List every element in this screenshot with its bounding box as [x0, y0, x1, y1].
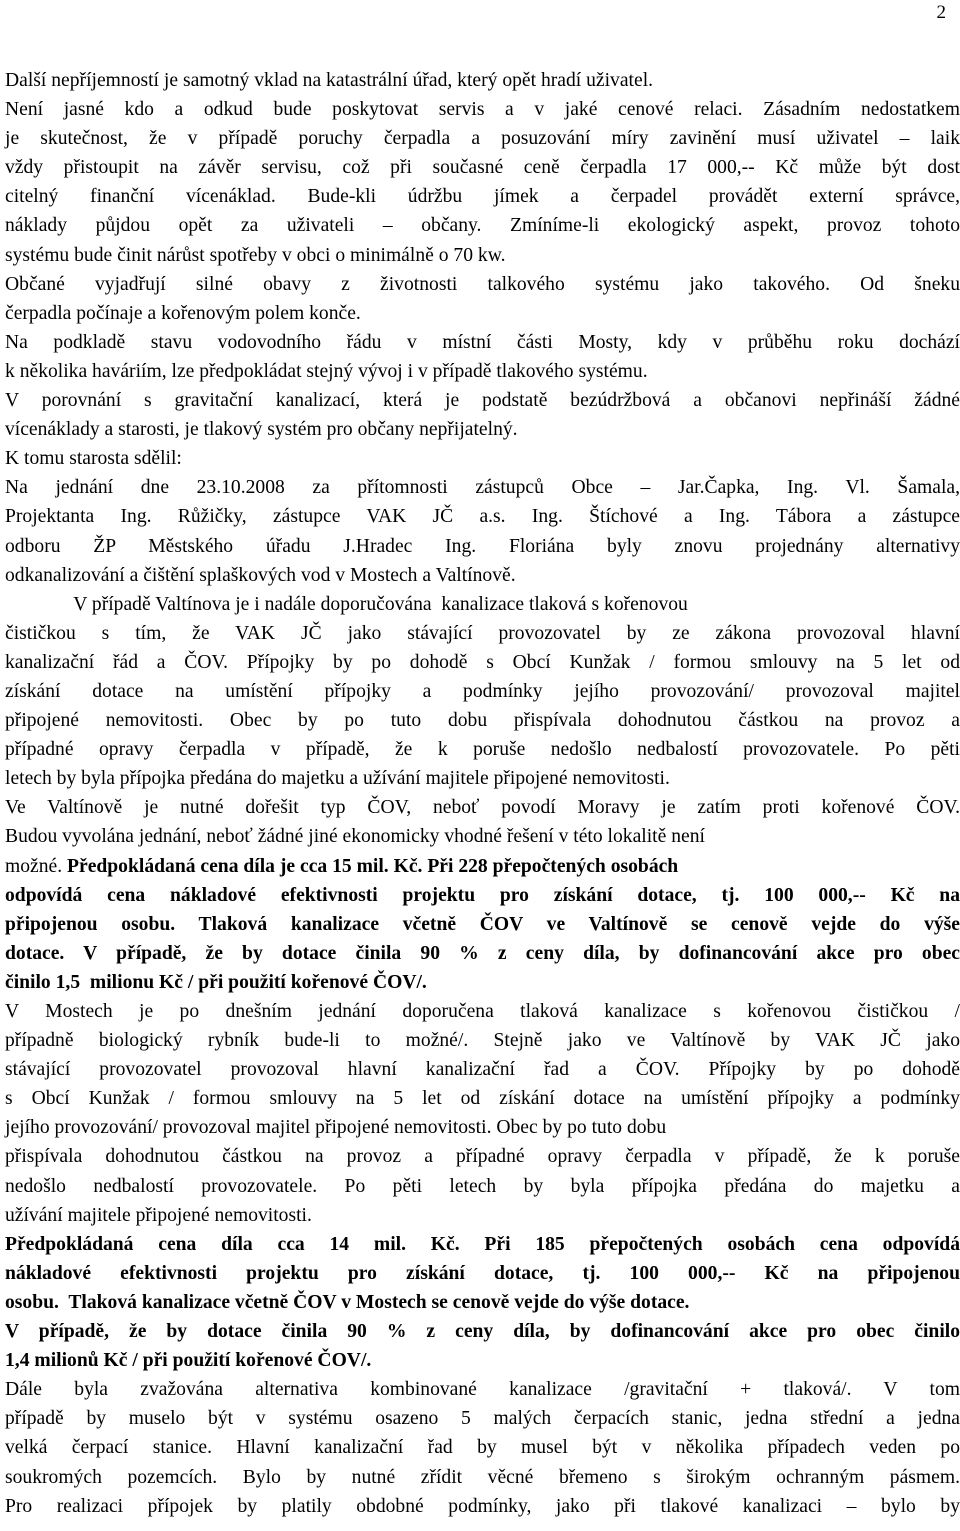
text-line: [5, 1463, 960, 1492]
text-segment: případně biologický rybník bude-li to možné/. Stejně jako ve Valtínově by VAK JČ jako: [5, 1030, 960, 1052]
text-line: [5, 241, 960, 270]
text-line: [5, 1259, 960, 1288]
text-segment: stávající provozovatel provozoval hlavní kanalizační řad a ČOV. Přípojky by po dohodě: [5, 1059, 960, 1081]
text-segment: systému bude činit nárůst spotřeby v obci o minimálně o 70 kw.: [5, 244, 506, 266]
text-segment: užívání majitele připojené nemovitosti.: [5, 1204, 312, 1226]
text-line: [5, 1201, 960, 1230]
text-line: [5, 444, 960, 473]
text-line: [5, 648, 960, 677]
text-line: [5, 561, 960, 590]
text-segment: Není jasné kdo a odkud bude poskytovat servis a v jaké cenové relaci. Zásadním nedostatkem: [5, 99, 960, 121]
text-line: [5, 1084, 960, 1113]
bold-text: dotace. V případě, že by dotace činila 90 % z ceny díla, by dofinancování akce pro obec: [5, 942, 960, 964]
text-line: [5, 532, 960, 561]
text-segment: Projektanta Ing. Růžičky, zástupce VAK JČ a.s. Ing. Štíchové a Ing. Tábora a zástupce: [5, 506, 960, 528]
text-line: [5, 124, 960, 153]
text-line: [5, 1346, 960, 1375]
text-line: [5, 1230, 960, 1259]
text-line: [5, 357, 960, 386]
text-line: [5, 910, 960, 939]
text-line: [5, 852, 960, 881]
text-line: [5, 822, 960, 851]
text-line: [5, 968, 960, 997]
text-segment: Budou vyvolána jednání, neboť žádné jiné ekonomicky vhodné řešení v této lokalitě není: [5, 826, 705, 848]
text-segment: K tomu starosta sdělil:: [5, 448, 182, 470]
bold-text: činilo 1,5 milionu Kč / při použití kořenové ČOV/.: [5, 971, 427, 993]
text-segment: odboru ŽP Městského úřadu J.Hradec Ing. Floriána byly znovu projednány alternativy: [5, 535, 960, 557]
text-line: [5, 1404, 960, 1433]
text-line: [5, 1055, 960, 1084]
text-segment: jejího provozování/ provozoval majitel připojené nemovitosti. Obec by po tuto dobu: [5, 1117, 667, 1139]
text-segment: soukromých pozemcích. Bylo by nutné zřídit věcné břemeno s širokým ochranným pásmem.: [5, 1466, 960, 1488]
text-segment: V porovnání s gravitační kanalizací, která je podstatě bezúdržbová a občanovi nepřináší žádné: [5, 390, 960, 412]
text-line: [5, 386, 960, 415]
text-segment: Na podkladě stavu vodovodního řádu v místní části Mosty, kdy v průběhu roku dochází: [5, 331, 960, 353]
text-line: [5, 1026, 960, 1055]
text-segment: velká čerpací stanice. Hlavní kanalizační řad by musel být v několika případech veden po: [5, 1437, 960, 1459]
text-segment: Na jednání dne 23.10.2008 za přítomnosti zástupců Obce – Jar.Čapka, Ing. Vl. Šamala,: [5, 477, 960, 499]
text-line: [5, 619, 960, 648]
text-line: [5, 1172, 960, 1201]
text-segment: V Mostech je po dnešním jednání doporučena tlaková kanalizace s kořenovou čističkou /: [5, 1001, 960, 1022]
text-line: [5, 997, 960, 1026]
text-segment: čističkou s tím, že VAK JČ jako stávající provozovatel by ze zákona provozoval hlavní: [5, 622, 960, 644]
text-line: [5, 881, 960, 910]
text-line: [5, 1492, 960, 1521]
text-segment: přispívala dohodnutou částkou na provoz a případné opravy čerpadla v případě, že k poruše: [5, 1146, 960, 1168]
text-segment: Občané vyjadřují silné obavy z životnosti talkového systému jako takového. Od šneku: [5, 273, 960, 295]
text-line: [5, 299, 960, 328]
text-segment: Další nepříjemností je samotný vklad na katastrální úřad, který opět hradí uživatel.: [5, 70, 654, 91]
document-body: [5, 66, 960, 1521]
text-line: [5, 502, 960, 531]
text-line: [5, 793, 960, 822]
text-segment: Pro realizaci přípojek by platily obdobné podmínky, jako při tlakové kanalizaci – bylo by: [5, 1495, 960, 1517]
text-segment: Dále byla zvažována alternativa kombinované kanalizace /gravitační + tlaková/. V tom: [5, 1379, 960, 1401]
bold-text: připojenou osobu. Tlaková kanalizace včetně ČOV ve Valtínově se cenově vejde do výše: [5, 913, 960, 935]
text-line: [5, 1142, 960, 1171]
text-segment: náklady půjdou opět za uživateli – občany. Zmíníme-li ekologický aspekt, provoz tohoto: [5, 215, 960, 237]
text-line: [5, 939, 960, 968]
text-segment: kanalizační řád a ČOV. Přípojky by po dohodě s Obcí Kunžak / formou smlouvy na 5 let od: [5, 651, 960, 673]
text-line: [5, 764, 960, 793]
text-line: [5, 153, 960, 182]
text-line: [5, 473, 960, 502]
text-line: [5, 1317, 960, 1346]
bold-text: Předpokládaná cena díla je cca 15 mil. Kč. Při 228 přepočtených osobách: [67, 855, 679, 877]
text-segment: možné.: [5, 855, 68, 877]
text-line: [5, 1113, 960, 1142]
text-segment: odkanalizování a čištění splaškových vod v Mostech a Valtínově.: [5, 564, 516, 586]
bold-text: osobu. Tlaková kanalizace včetně ČOV v Mostech se cenově vejde do výše dotace.: [5, 1291, 690, 1313]
text-line: [5, 182, 960, 211]
bold-text: Předpokládaná cena díla cca 14 mil. Kč. Při 185 přepočtených osobách cena odpovídá: [5, 1233, 960, 1255]
text-segment: vícenáklady a starosti, je tlakový systém pro občany nepřijatelný.: [5, 419, 518, 441]
bold-text: 1,4 milionů Kč / při použití kořenové ČOV/.: [5, 1350, 372, 1372]
text-line: [5, 415, 960, 444]
text-line: [5, 590, 960, 619]
text-line: [5, 1375, 960, 1404]
text-segment: případné opravy čerpadla v případě, že k poruše nedošlo nedbalostí provozovatele. Po pěti: [5, 739, 960, 761]
bold-text: V případě, že by dotace činila 90 % z ceny díla, by dofinancování akce pro obec činilo: [5, 1321, 960, 1343]
text-line: [5, 1433, 960, 1462]
text-segment: případě by muselo být v systému osazeno 5 malých čerpacích stanic, jedna střední a jedna: [5, 1408, 960, 1430]
bold-text: odpovídá cena nákladové efektivnosti projektu pro získání dotace, tj. 100 000,-- Kč na: [5, 884, 960, 906]
text-line: [5, 211, 960, 240]
text-segment: k několika haváriím, lze předpokládat stejný vývoj i v případě tlakového systému.: [5, 360, 648, 382]
text-segment: získání dotace na umístění přípojky a podmínky jejího provozování/ provozoval majitel: [5, 680, 960, 702]
text-line: [5, 95, 960, 124]
text-line: [5, 706, 960, 735]
text-line: [5, 735, 960, 764]
text-segment: je skutečnost, že v případě poruchy čerpadla a posuzování míry zavinění musí uživatel – laik: [5, 128, 960, 150]
text-segment: připojené nemovitosti. Obec by po tuto dobu přispívala dohodnutou částkou na provoz a: [5, 710, 960, 732]
text-segment: s Obcí Kunžak / formou smlouvy na 5 let od získání dotace na umístění přípojky a podmínky: [5, 1088, 960, 1110]
text-line: [5, 66, 960, 95]
bold-text: nákladové efektivnosti projektu pro získání dotace, tj. 100 000,-- Kč na připojenou: [5, 1262, 960, 1284]
text-segment: citelný finanční vícenáklad. Bude-kli údržbu jímek a čerpadel provádět externí správce,: [5, 186, 960, 208]
text-segment: V případě Valtínova je i nadále doporučována kanalizace tlaková s kořenovou: [5, 593, 688, 615]
text-line: [5, 270, 960, 299]
text-line: [5, 328, 960, 357]
text-segment: vždy přistoupit na závěr servisu, což při současné ceně čerpadla 17 000,-- Kč může být dost: [5, 157, 960, 179]
page-number: 2: [936, 2, 946, 23]
text-segment: Ve Valtínově je nutné dořešit typ ČOV, neboť povodí Moravy je zatím proti kořenové ČOV.: [5, 797, 960, 819]
text-segment: letech by byla přípojka předána do majetku a užívání majitele připojené nemovitosti.: [5, 768, 670, 790]
text-line: [5, 677, 960, 706]
text-segment: nedošlo nedbalostí provozovatele. Po pěti letech by byla přípojka předána do majetku a: [5, 1175, 960, 1197]
text-line: [5, 1288, 960, 1317]
text-segment: čerpadla počínaje a kořenovým polem konče.: [5, 302, 361, 324]
